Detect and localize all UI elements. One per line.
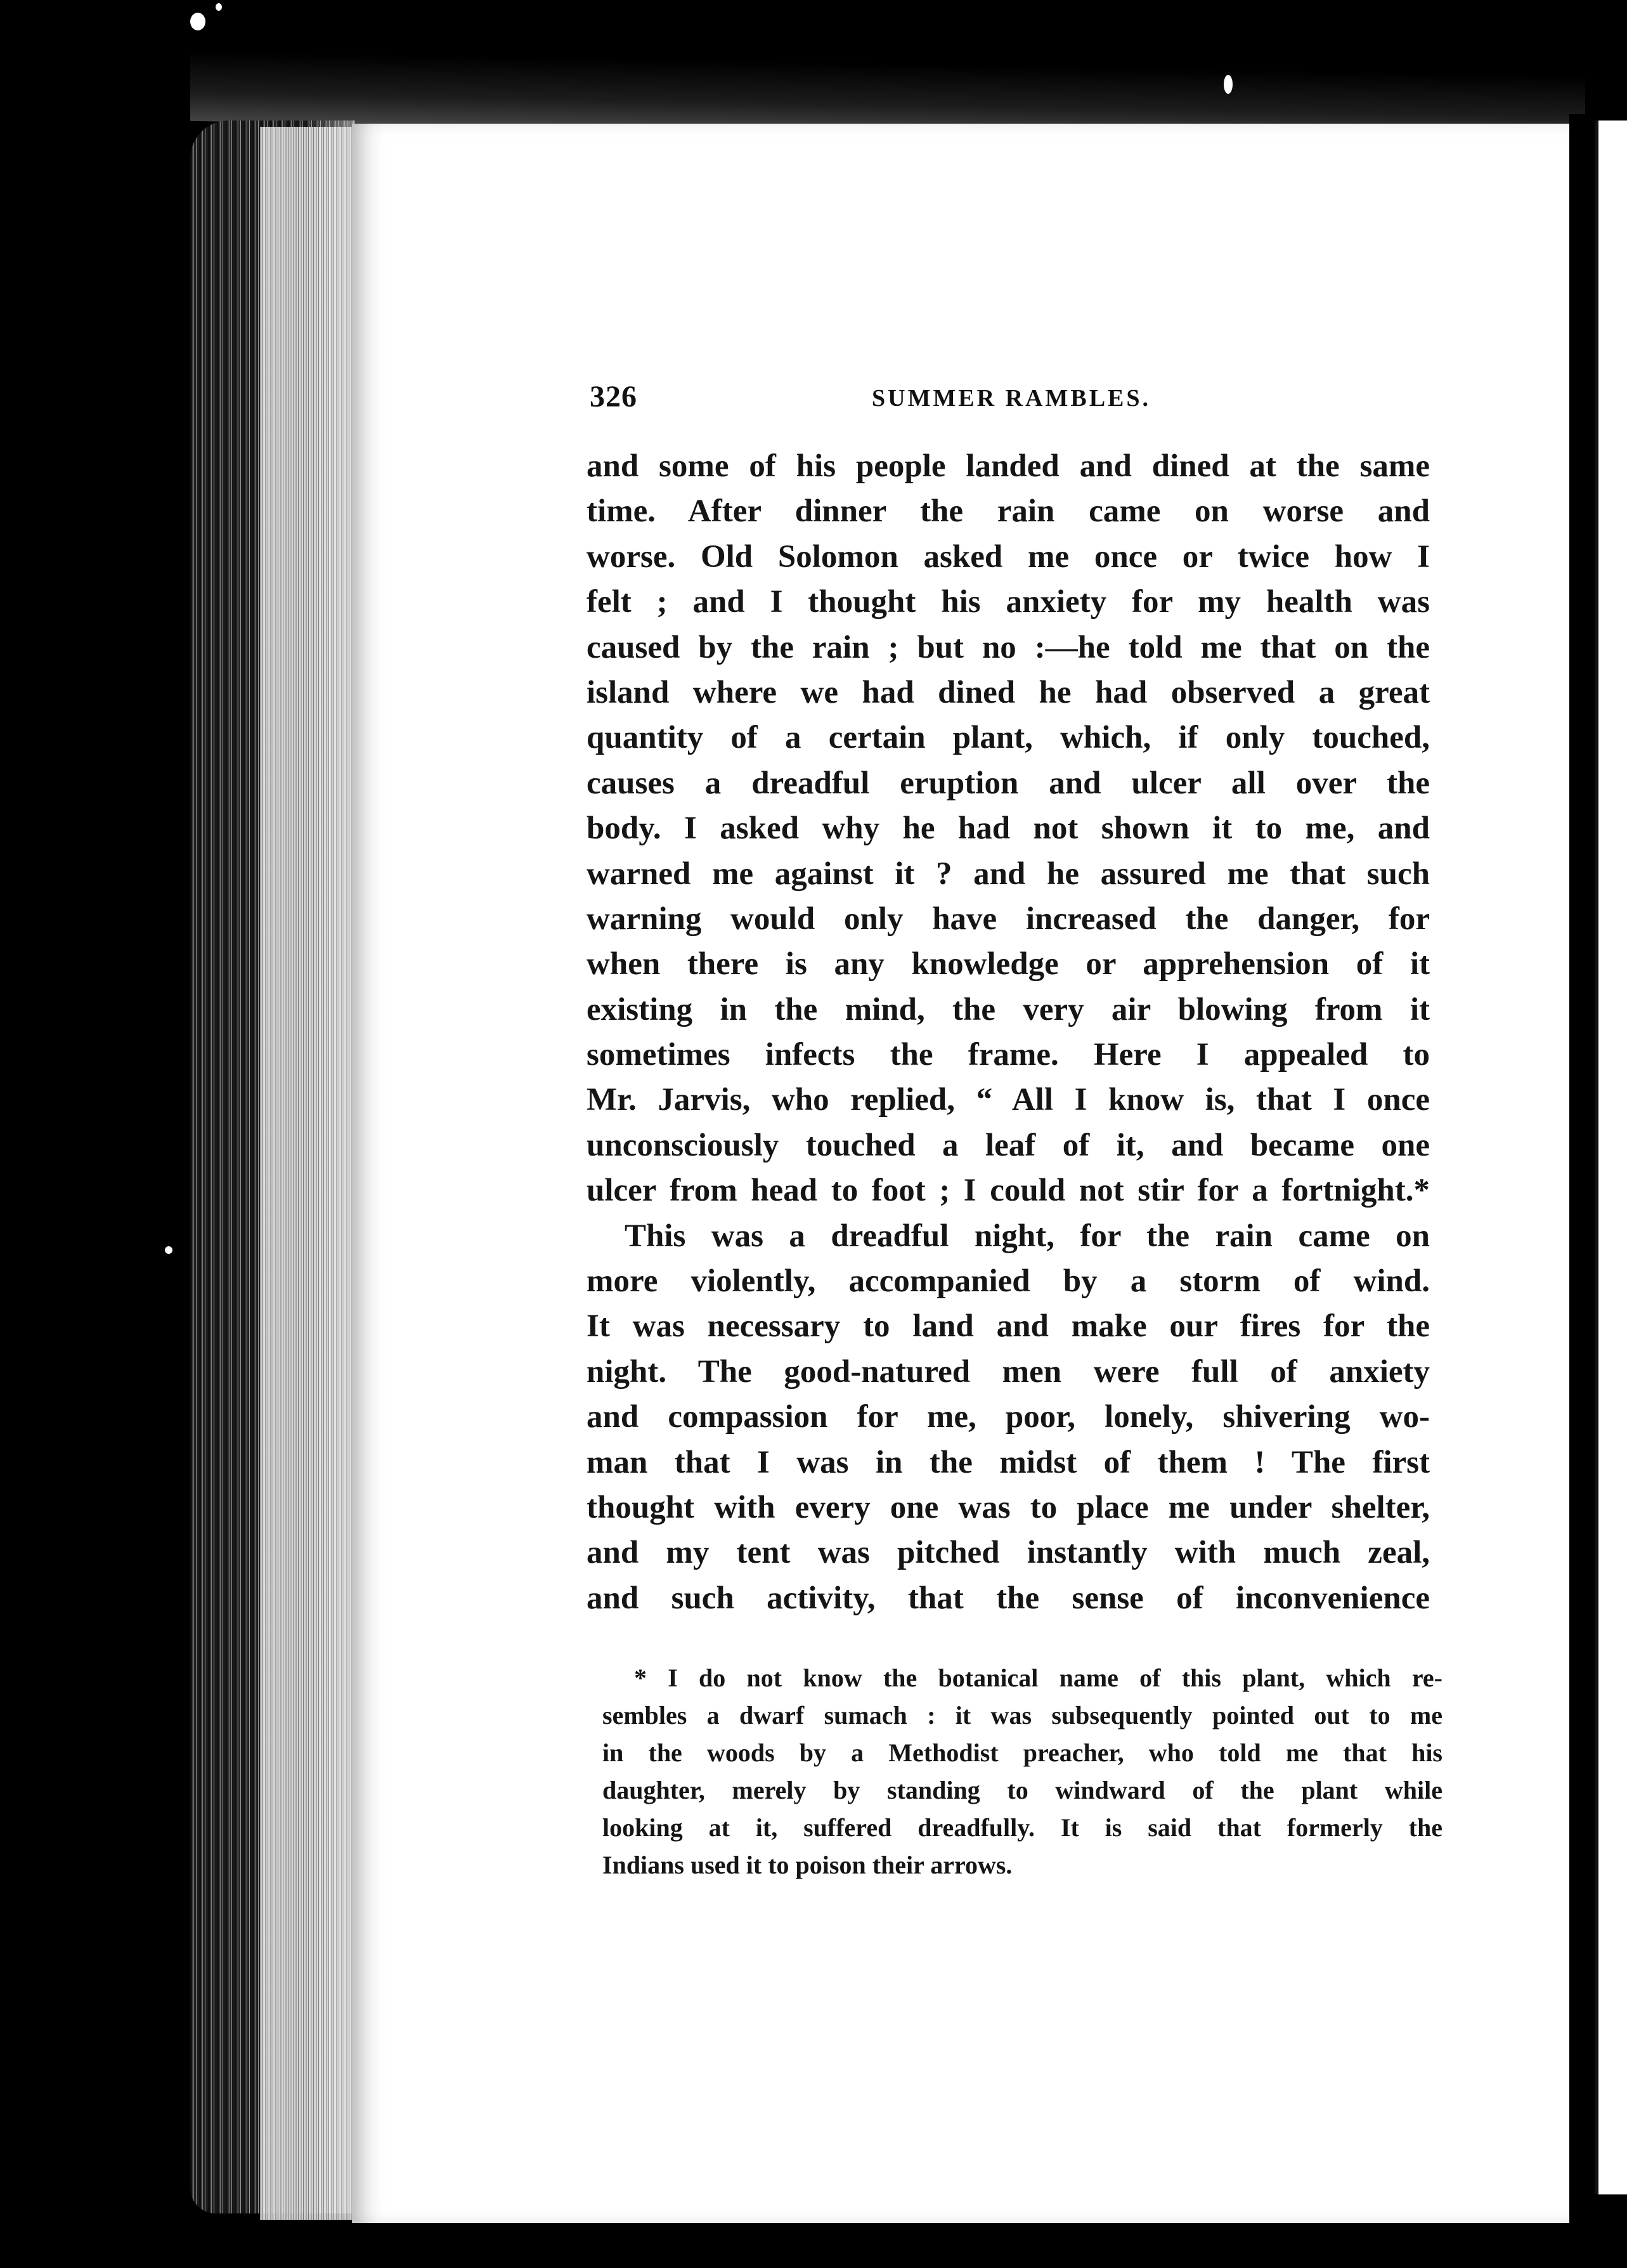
page-edges (260, 127, 361, 2220)
text-line: and some of his people landed and dined at the same (587, 448, 1430, 484)
footnote-line: looking at it, suffered dreadfully. It is said that formerly the (602, 1813, 1442, 1842)
footnote (602, 1659, 1442, 1884)
adjacent-page-edge (1595, 121, 1627, 2194)
text-line: caused by the rain ; but no :—he told me that on the (587, 629, 1430, 665)
page-number: 326 (590, 380, 637, 414)
scan-speck (1224, 75, 1233, 94)
text-line: warned me against it ? and he assured me that such (587, 856, 1430, 892)
text-line: and compassion for me, poor, lonely, shivering wo- (587, 1399, 1430, 1435)
footnote-line: sembles a dwarf sumach : it was subsequently pointed out to me (602, 1701, 1442, 1730)
footnote-line: Indians used it to poison their arrows. (602, 1851, 1013, 1879)
running-head: SUMMER RAMBLES. (872, 385, 1151, 412)
text-line: thought with every one was to place me under shelter, (587, 1489, 1430, 1525)
scan-speck (216, 3, 222, 11)
footnote-line: daughter, merely by standing to windward of the plant while (602, 1776, 1442, 1804)
text-line: Mr. Jarvis, who replied, “ All I know is, that I once (587, 1082, 1430, 1118)
text-line: night. The good-natured men were full of anxiety (587, 1353, 1430, 1390)
text-line: unconsciously touched a leaf of it, and became one (587, 1127, 1430, 1163)
text-line: It was necessary to land and make our fires for the (587, 1308, 1430, 1345)
scan-speck (190, 13, 205, 30)
text-line: and such activity, that the sense of inconvenience (587, 1580, 1430, 1616)
page-header (590, 379, 1458, 424)
body-text (587, 444, 1430, 1621)
text-line: quantity of a certain plant, which, if only touched, (587, 720, 1430, 756)
text-line: felt ; and I thought his anxiety for my health was (587, 584, 1430, 620)
text-line: worse. Old Solomon asked me once or twice how I (587, 538, 1430, 575)
footnote-line: in the woods by a Methodist preacher, who told me that his (602, 1738, 1442, 1767)
text-line: ulcer from head to foot ; I could not stir for a fortnight.* (587, 1173, 1430, 1209)
text-line: sometimes infects the frame. Here I appealed to (587, 1037, 1430, 1073)
text-line: and my tent was pitched instantly with much zeal, (587, 1535, 1430, 1571)
text-line: causes a dreadful eruption and ulcer all over the (587, 765, 1430, 801)
footnote-line: * I do not know the botanical name of this plant, which re- (634, 1664, 1442, 1692)
right-gutter (1569, 114, 1595, 2232)
text-line: time. After dinner the rain came on worse and (587, 493, 1430, 530)
text-line: when there is any knowledge or apprehension of it (587, 946, 1430, 982)
text-line: man that I was in the midst of them ! The first (587, 1444, 1430, 1480)
text-line: warning would only have increased the danger, for (587, 901, 1430, 937)
text-line: island where we had dined he had observed a great (587, 674, 1430, 710)
text-line: body. I asked why he had not shown it to me, and (587, 811, 1430, 847)
paragraph-start-line: This was a dreadful night, for the rain came on (625, 1218, 1430, 1254)
scan-speck (165, 1246, 172, 1254)
text-line: more violently, accompanied by a storm of wind. (587, 1263, 1430, 1300)
text-line: existing in the mind, the very air blowing from it (587, 991, 1430, 1027)
